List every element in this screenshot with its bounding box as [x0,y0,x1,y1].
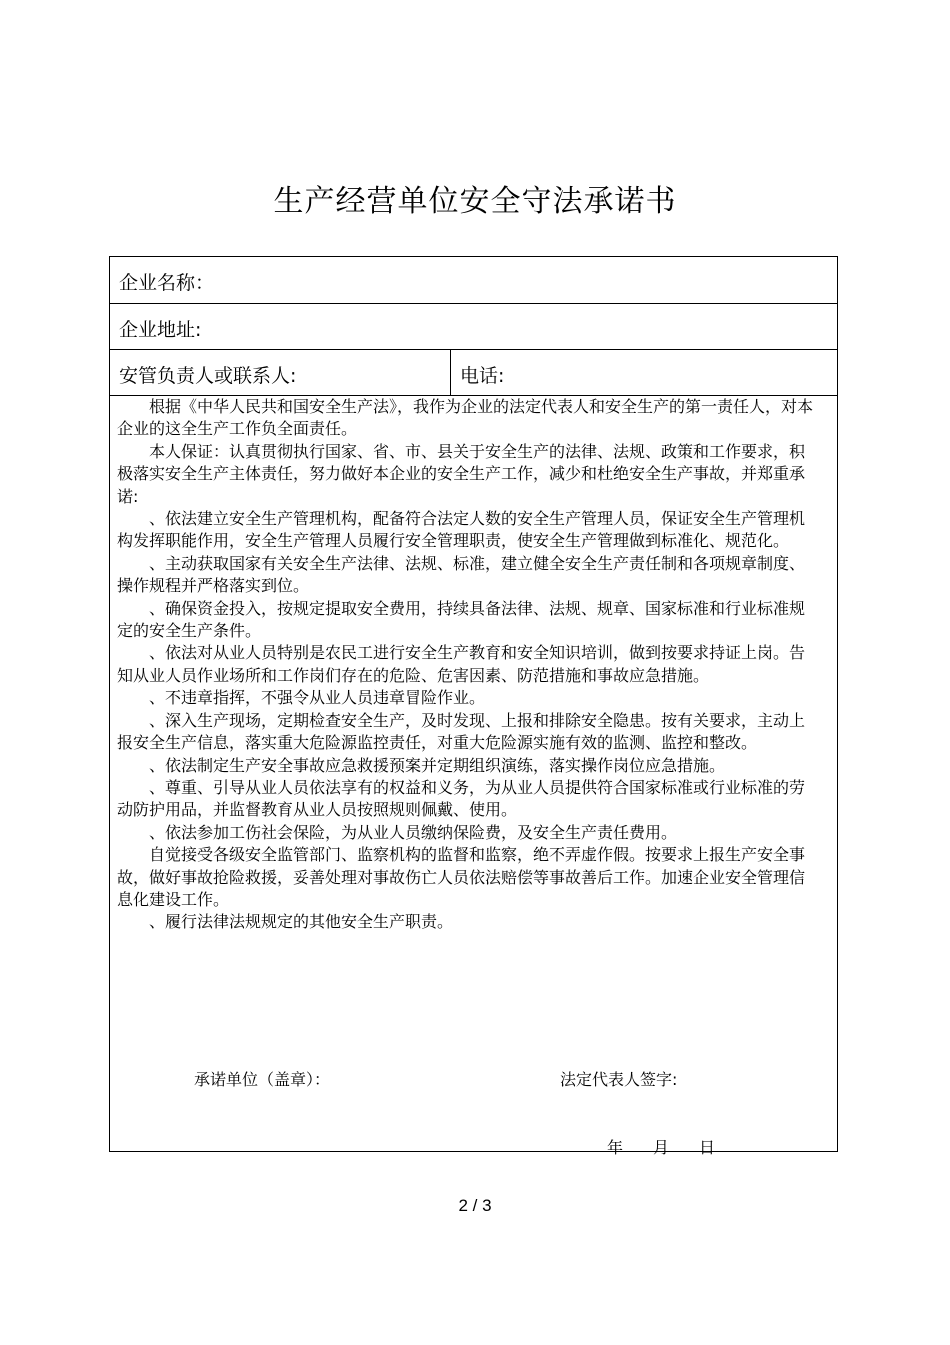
pledge-text [117,396,817,934]
legal-representative-signature-label: 法定代表人签字: [560,1070,678,1089]
pledge-paragraph: 、依法参加工伤社会保险，为从业人员缴纳保险费，及安全生产责任费用。 [149,822,678,842]
pledge-paragraph: 、依法制定生产安全事故应急救援预案并定期组织演练，落实操作岗位应急措施。 [149,755,726,775]
pledge-paragraph: 、主动获取国家有关安全生产法律、法规、标准，建立健全安全生产责任制和各项规章制度、操作规程并严格落实到位。 [117,553,806,596]
pledge-paragraph: 、依法对从业人员特别是农民工进行安全生产教育和安全知识培训，做到按要求持证上岗。告知从业人员作业场所和工作岗们存在的危险、危害因素、防范措施和事故应急措施。 [117,643,806,685]
pledging-unit-seal-label: 承诺单位（盖章）： [194,1070,331,1089]
contact-phone-divider [450,350,451,395]
date-day-label: 日 [699,1138,716,1157]
pledge-paragraph: 根据《中华人民共和国安全生产法》，我作为企业的法定代表人和安全生产的第一责任人，对本企业的这全生产工作负全面责任。 [117,397,814,439]
company-address-row [110,304,837,350]
company-name-label: 企业名称： [119,272,215,294]
document-title: 生产经营单位安全守法承诺书 [273,184,677,219]
page-number: 2 / 3 [458,1196,492,1215]
pledge-paragraph: 、依法建立安全生产管理机构，配备符合法定人数的安全生产管理人员，保证安全生产管理机构发挥职能作用，安全生产管理人员履行安全管理职责，使安全生产管理做到标准化、规范化。 [117,509,806,551]
pledge-paragraph: 、确保资金投入，按规定提取安全费用，持续具备法律、法规、规章、国家标准和行业标准规定的安全生产条件。 [117,598,806,641]
pledge-paragraph: 本人保证：认真贯彻执行国家、省、市、县关于安全生产的法律、法规、政策和工作要求，积极落实安全生产主体责任，努力做好本企业的安全生产工作，减少和杜绝安全生产事故，并郑重承诺: [117,441,806,506]
company-name-row [110,257,837,304]
pledge-paragraph: 、尊重、引导从业人员依法享有的权益和义务，为从业人员提供符合国家标准或行业标准的劳动防护用品，并监督教育从业人员按照规则佩戴、使用。 [117,777,806,820]
contact-row [110,350,837,396]
pledge-body [110,396,837,1157]
phone-label: 电话: [460,365,505,387]
contact-label: 安管负责人或联系人: [119,365,297,387]
pledge-paragraph: 、不违章指挥，不强令从业人员违章冒险作业。 [149,688,486,708]
pledge-paragraph: 自觉接受各级安全监管部门、监察机构的监督和监察，绝不弄虚作假。按要求上报生产安全事故，做好事故抢险救援，妥善处理对事故伤亡人员依法赔偿等事故善后工作。加速企业安全管理信息化建设工作。 [117,845,806,909]
date-year-label: 年 [607,1138,624,1157]
signature-date [607,1135,715,1158]
pledge-paragraph: 、履行法律法规规定的其他安全生产职责。 [149,912,454,932]
pledge-paragraph: 、深入生产现场，定期检查安全生产，及时发现、上报和排除安全隐患。按有关要求，主动上报安全生产信息，落实重大危险源监控责任，对重大危险源实施有效的监测、监控和整改。 [117,710,806,753]
company-address-label: 企业地址: [119,319,202,341]
date-month-label: 月 [653,1138,670,1157]
pledge-form-table [109,256,838,1157]
